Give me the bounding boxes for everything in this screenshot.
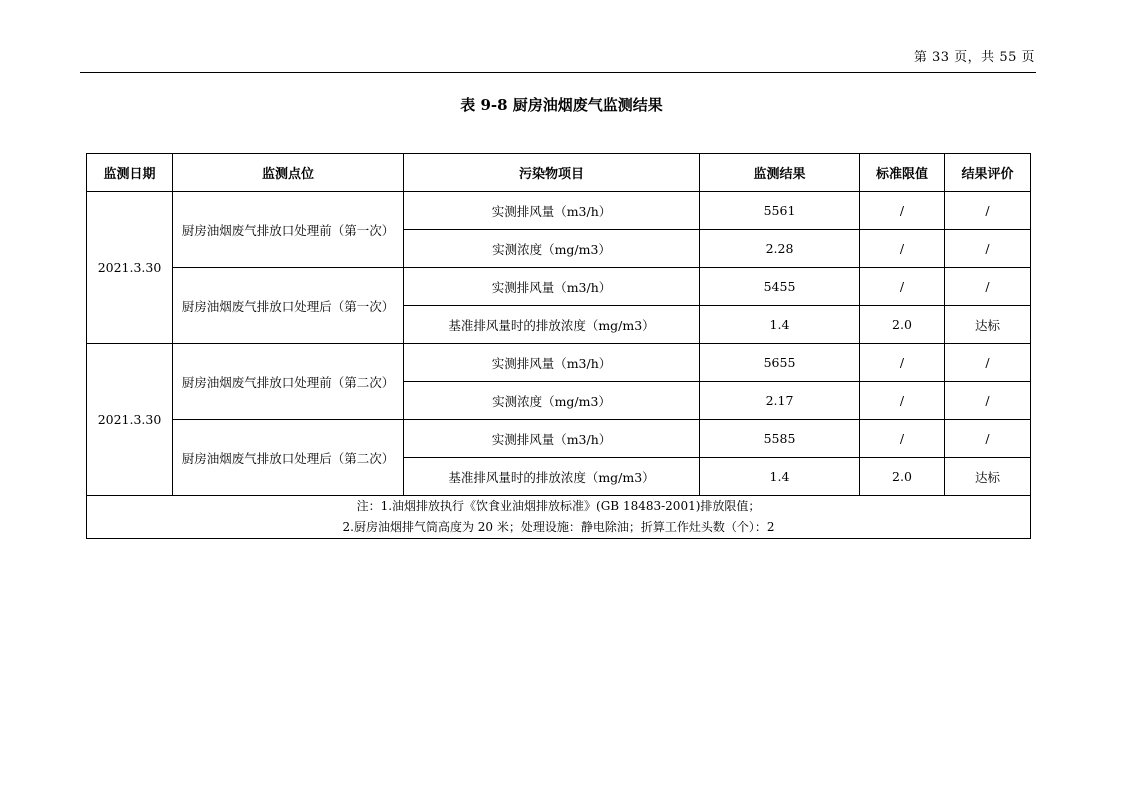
- limit-value: /: [860, 230, 945, 268]
- pollutant-item: 实测排风量（m3/h）: [404, 420, 700, 458]
- limit-value: /: [860, 344, 945, 382]
- monitoring-point: 厨房油烟废气排放口处理前（第二次）: [173, 344, 404, 420]
- result-value: 5561: [700, 192, 860, 230]
- note-line: 注：1.油烟排放执行《饮食业油烟排放标准》(GB 18483-2001)排放限值；: [356, 499, 761, 513]
- monitoring-point: 厨房油烟废气排放口处理后（第二次）: [173, 420, 404, 496]
- table-row: [87, 268, 1031, 306]
- limit-value: /: [860, 268, 945, 306]
- header-item: 污染物项目: [404, 154, 700, 192]
- table-header-row: [87, 154, 1031, 192]
- pollutant-item: 基准排风量时的排放浓度（mg/m3）: [404, 306, 700, 344]
- pollutant-item: 实测浓度（mg/m3）: [404, 382, 700, 420]
- header-point: 监测点位: [173, 154, 404, 192]
- result-value: 1.4: [700, 458, 860, 496]
- limit-value: 2.0: [860, 306, 945, 344]
- monitoring-point: 厨房油烟废气排放口处理前（第一次）: [173, 192, 404, 268]
- limit-value: 2.0: [860, 458, 945, 496]
- table-title: 表 9-8 厨房油烟废气监测结果: [460, 96, 663, 114]
- pollutant-item: 实测浓度（mg/m3）: [404, 230, 700, 268]
- table-row: [87, 192, 1031, 230]
- page-number: 第 33 页，共 55 页: [913, 50, 1035, 65]
- table-row: [87, 420, 1031, 458]
- evaluation-value: /: [945, 268, 1031, 306]
- pollutant-item: 实测排风量（m3/h）: [404, 192, 700, 230]
- header-limit: 标准限值: [860, 154, 945, 192]
- result-value: 5455: [700, 268, 860, 306]
- header-evaluation: 结果评价: [945, 154, 1031, 192]
- evaluation-value: /: [945, 344, 1031, 382]
- limit-value: /: [860, 420, 945, 458]
- evaluation-value: /: [945, 192, 1031, 230]
- header-rule: [80, 72, 1036, 73]
- evaluation-value: /: [945, 382, 1031, 420]
- monitoring-date: 2021.3.30: [87, 192, 173, 344]
- evaluation-value: 达标: [945, 458, 1031, 496]
- evaluation-value: 达标: [945, 306, 1031, 344]
- header-result: 监测结果: [700, 154, 860, 192]
- evaluation-value: /: [945, 420, 1031, 458]
- pollutant-item: 实测排风量（m3/h）: [404, 268, 700, 306]
- limit-value: /: [860, 192, 945, 230]
- pollutant-item: 实测排风量（m3/h）: [404, 344, 700, 382]
- pollutant-item: 基准排风量时的排放浓度（mg/m3）: [404, 458, 700, 496]
- header-date: 监测日期: [87, 154, 173, 192]
- evaluation-value: /: [945, 230, 1031, 268]
- monitoring-point: 厨房油烟废气排放口处理后（第一次）: [173, 268, 404, 344]
- result-value: 5585: [700, 420, 860, 458]
- notes-cell: [87, 496, 1031, 539]
- monitoring-date: 2021.3.30: [87, 344, 173, 496]
- result-value: 1.4: [700, 306, 860, 344]
- monitoring-results-table: [86, 153, 1031, 539]
- note-line: 2.厨房油烟排气筒高度为 20 米；处理设施：静电除油；折算工作灶头数（个）：2: [342, 520, 775, 534]
- table-row: [87, 344, 1031, 382]
- notes-row: [87, 496, 1031, 539]
- result-value: 5655: [700, 344, 860, 382]
- result-value: 2.28: [700, 230, 860, 268]
- limit-value: /: [860, 382, 945, 420]
- result-value: 2.17: [700, 382, 860, 420]
